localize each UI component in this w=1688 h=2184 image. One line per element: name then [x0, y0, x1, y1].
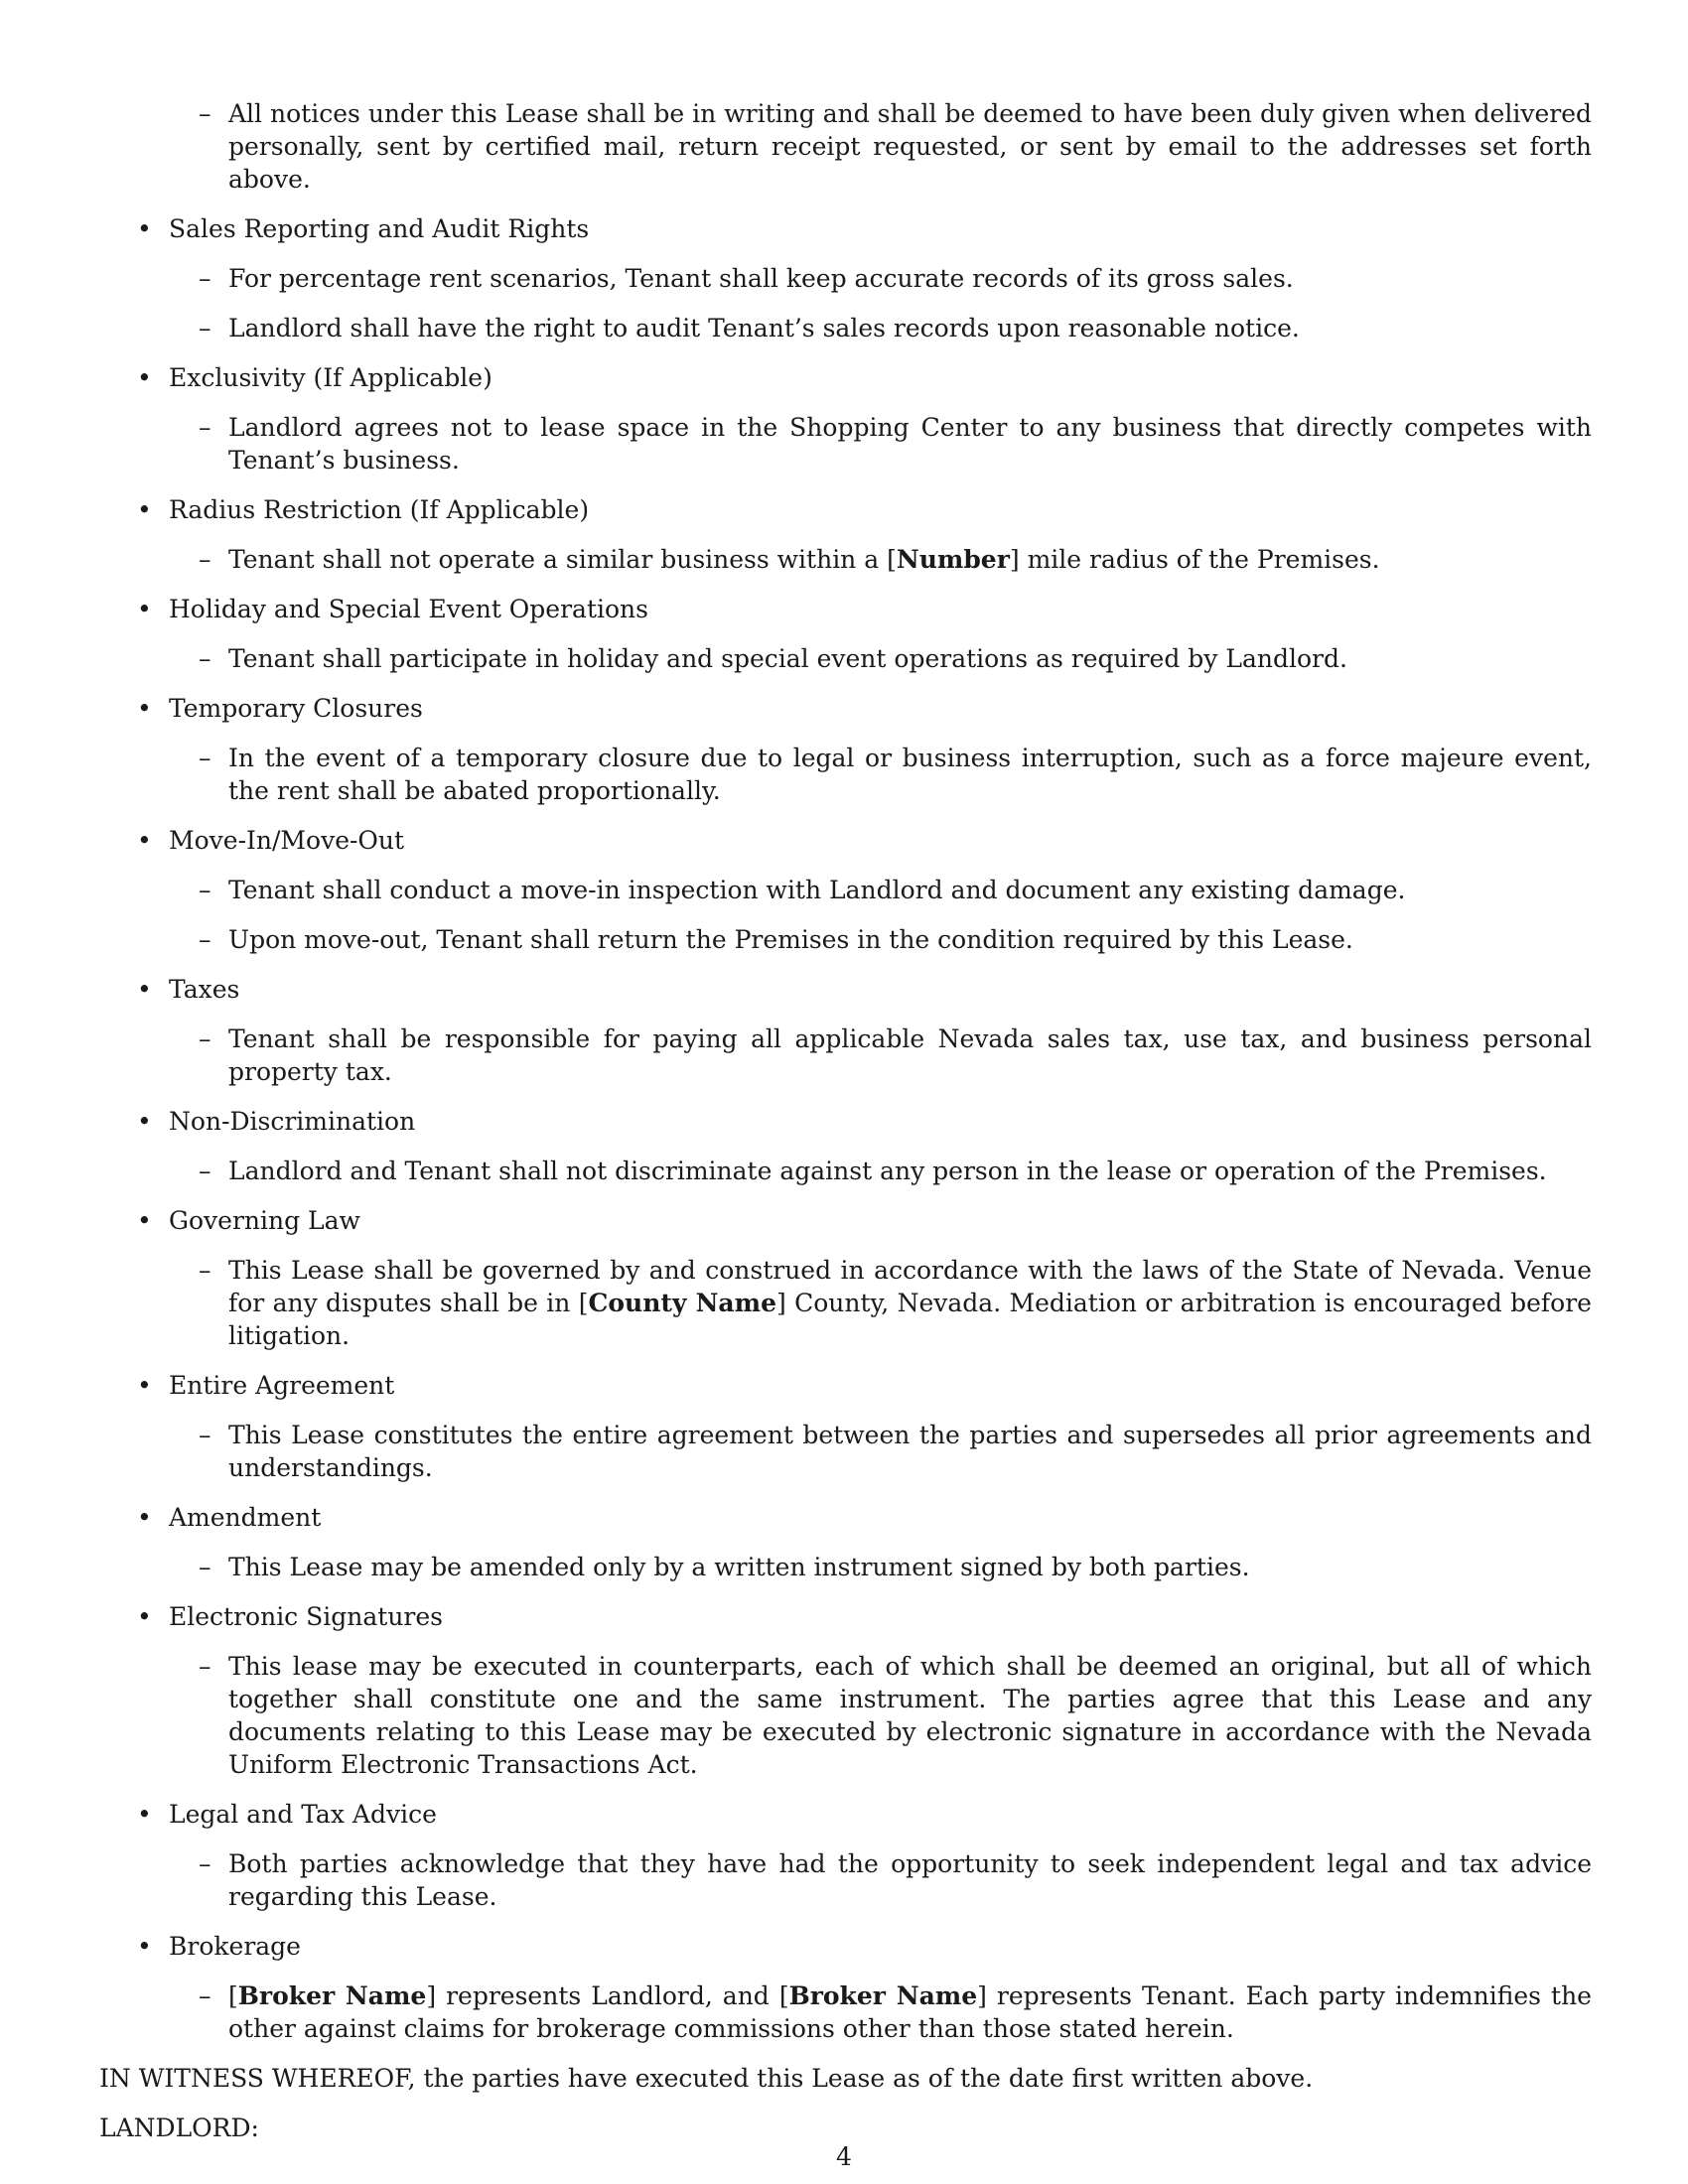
section-governing-law [99, 1204, 1592, 1352]
clause-item: – This Lease shall be governed by and construed in accordance with the laws of the State of Nevada. Venue for any disputes shall be in [County Name] County, Nevada. Mediation or arbitration is encouraged before litigation. [169, 1254, 1592, 1352]
clause-item: – This lease may be executed in counterparts, each of which shall be deemed an original, but all of which together shall constitute one and the same instrument. The parties agree that this Lease and any documents relating to this Lease may be executed by electronic signature in accordance with the Nevada Uniform Electronic Transactions Act. [169, 1650, 1592, 1781]
clause-item: – Tenant shall participate in holiday and special event operations as required by Landlord. [169, 642, 1592, 675]
lease-sections-list [99, 212, 1592, 2045]
section-title: Radius Restriction (If Applicable) [169, 495, 590, 524]
section-clauses [169, 411, 1592, 477]
section-title: Non-Discrimination [169, 1107, 416, 1136]
section-electronic-signatures [99, 1600, 1592, 1781]
section-clauses [169, 1254, 1592, 1352]
section-title: Brokerage [169, 1932, 301, 1961]
clause-item: – Landlord shall have the right to audit Tenant’s sales records upon reasonable notice. [169, 312, 1592, 344]
landlord-label: LANDLORD: [99, 2114, 259, 2142]
clause-item: – For percentage rent scenarios, Tenant shall keep accurate records of its gross sales. [169, 262, 1592, 295]
clause-item: – This Lease constitutes the entire agreement between the parties and supersedes all prior agreements and understandings. [169, 1419, 1592, 1484]
section-clauses [169, 1979, 1592, 2045]
section-title: Move-In/Move-Out [169, 826, 405, 855]
section-sales-reporting-and-audit-rights [99, 212, 1592, 344]
section-exclusivity-if-applicable [99, 361, 1592, 477]
section-clauses [169, 262, 1592, 344]
section-clauses [169, 1419, 1592, 1484]
clause-item: – Tenant shall be responsible for paying all applicable Nevada sales tax, use tax, and business personal property tax. [169, 1023, 1592, 1088]
section-clauses [169, 874, 1592, 956]
clause-item: – Upon move-out, Tenant shall return the Premises in the condition required by this Lease. [169, 923, 1592, 956]
section-clauses [169, 1551, 1592, 1583]
section-clauses [169, 642, 1592, 675]
section-non-discrimination [99, 1105, 1592, 1187]
section-clauses [169, 1023, 1592, 1088]
clause-item: – Landlord and Tenant shall not discriminate against any person in the lease or operation of the Premises. [169, 1155, 1592, 1187]
section-taxes [99, 973, 1592, 1088]
section-clauses [169, 742, 1592, 807]
clause-item: – In the event of a temporary closure due to legal or business interruption, such as a force majeure event, the rent shall be abated proportionally. [169, 742, 1592, 807]
witness-statement: IN WITNESS WHEREOF, the parties have executed this Lease as of the date first written above. [99, 2064, 1314, 2093]
clause-item: – Tenant shall not operate a similar business within a [Number] mile radius of the Premises. [169, 543, 1592, 576]
document-page [99, 97, 1592, 2161]
section-clauses [169, 1155, 1592, 1187]
section-move-in-move-out [99, 824, 1592, 956]
clause-item: – Tenant shall conduct a move-in inspection with Landlord and document any existing damage. [169, 874, 1592, 906]
clause-item: – This Lease may be amended only by a written instrument signed by both parties. [169, 1551, 1592, 1583]
section-title: Amendment [169, 1503, 322, 1532]
notices-clause: – All notices under this Lease shall be in writing and shall be deemed to have been duly given when delivered personally, sent by certified mail, return receipt requested, or sent by email to the addresses set forth above. [99, 97, 1592, 196]
section-brokerage [99, 1930, 1592, 2045]
clause-item: – Both parties acknowledge that they have had the opportunity to seek independent legal and tax advice regarding this Lease. [169, 1847, 1592, 1913]
section-legal-and-tax-advice [99, 1798, 1592, 1913]
page-number: 4 [836, 2142, 852, 2171]
section-title: Entire Agreement [169, 1371, 395, 1400]
section-holiday-and-special-event-operations [99, 593, 1592, 675]
section-title: Electronic Signatures [169, 1602, 443, 1631]
clause-item: – Landlord agrees not to lease space in the Shopping Center to any business that directly competes with Tenant’s business. [169, 411, 1592, 477]
section-entire-agreement [99, 1369, 1592, 1484]
clause-item: – [Broker Name] represents Landlord, and [Broker Name] represents Tenant. Each party indemnifies the other against claims for brokerage commissions other than those stated herein. [169, 1979, 1592, 2045]
section-title: Temporary Closures [169, 694, 423, 723]
section-title: Holiday and Special Event Operations [169, 595, 648, 623]
section-title: Legal and Tax Advice [169, 1800, 437, 1829]
section-temporary-closures [99, 692, 1592, 807]
section-clauses [169, 1650, 1592, 1781]
section-title: Taxes [169, 975, 240, 1004]
section-clauses [169, 1847, 1592, 1913]
section-amendment [99, 1501, 1592, 1583]
section-radius-restriction-if-applicable [99, 493, 1592, 576]
section-title: Sales Reporting and Audit Rights [169, 214, 590, 243]
section-clauses [169, 543, 1592, 576]
section-title: Exclusivity (If Applicable) [169, 363, 492, 392]
section-title: Governing Law [169, 1206, 360, 1235]
